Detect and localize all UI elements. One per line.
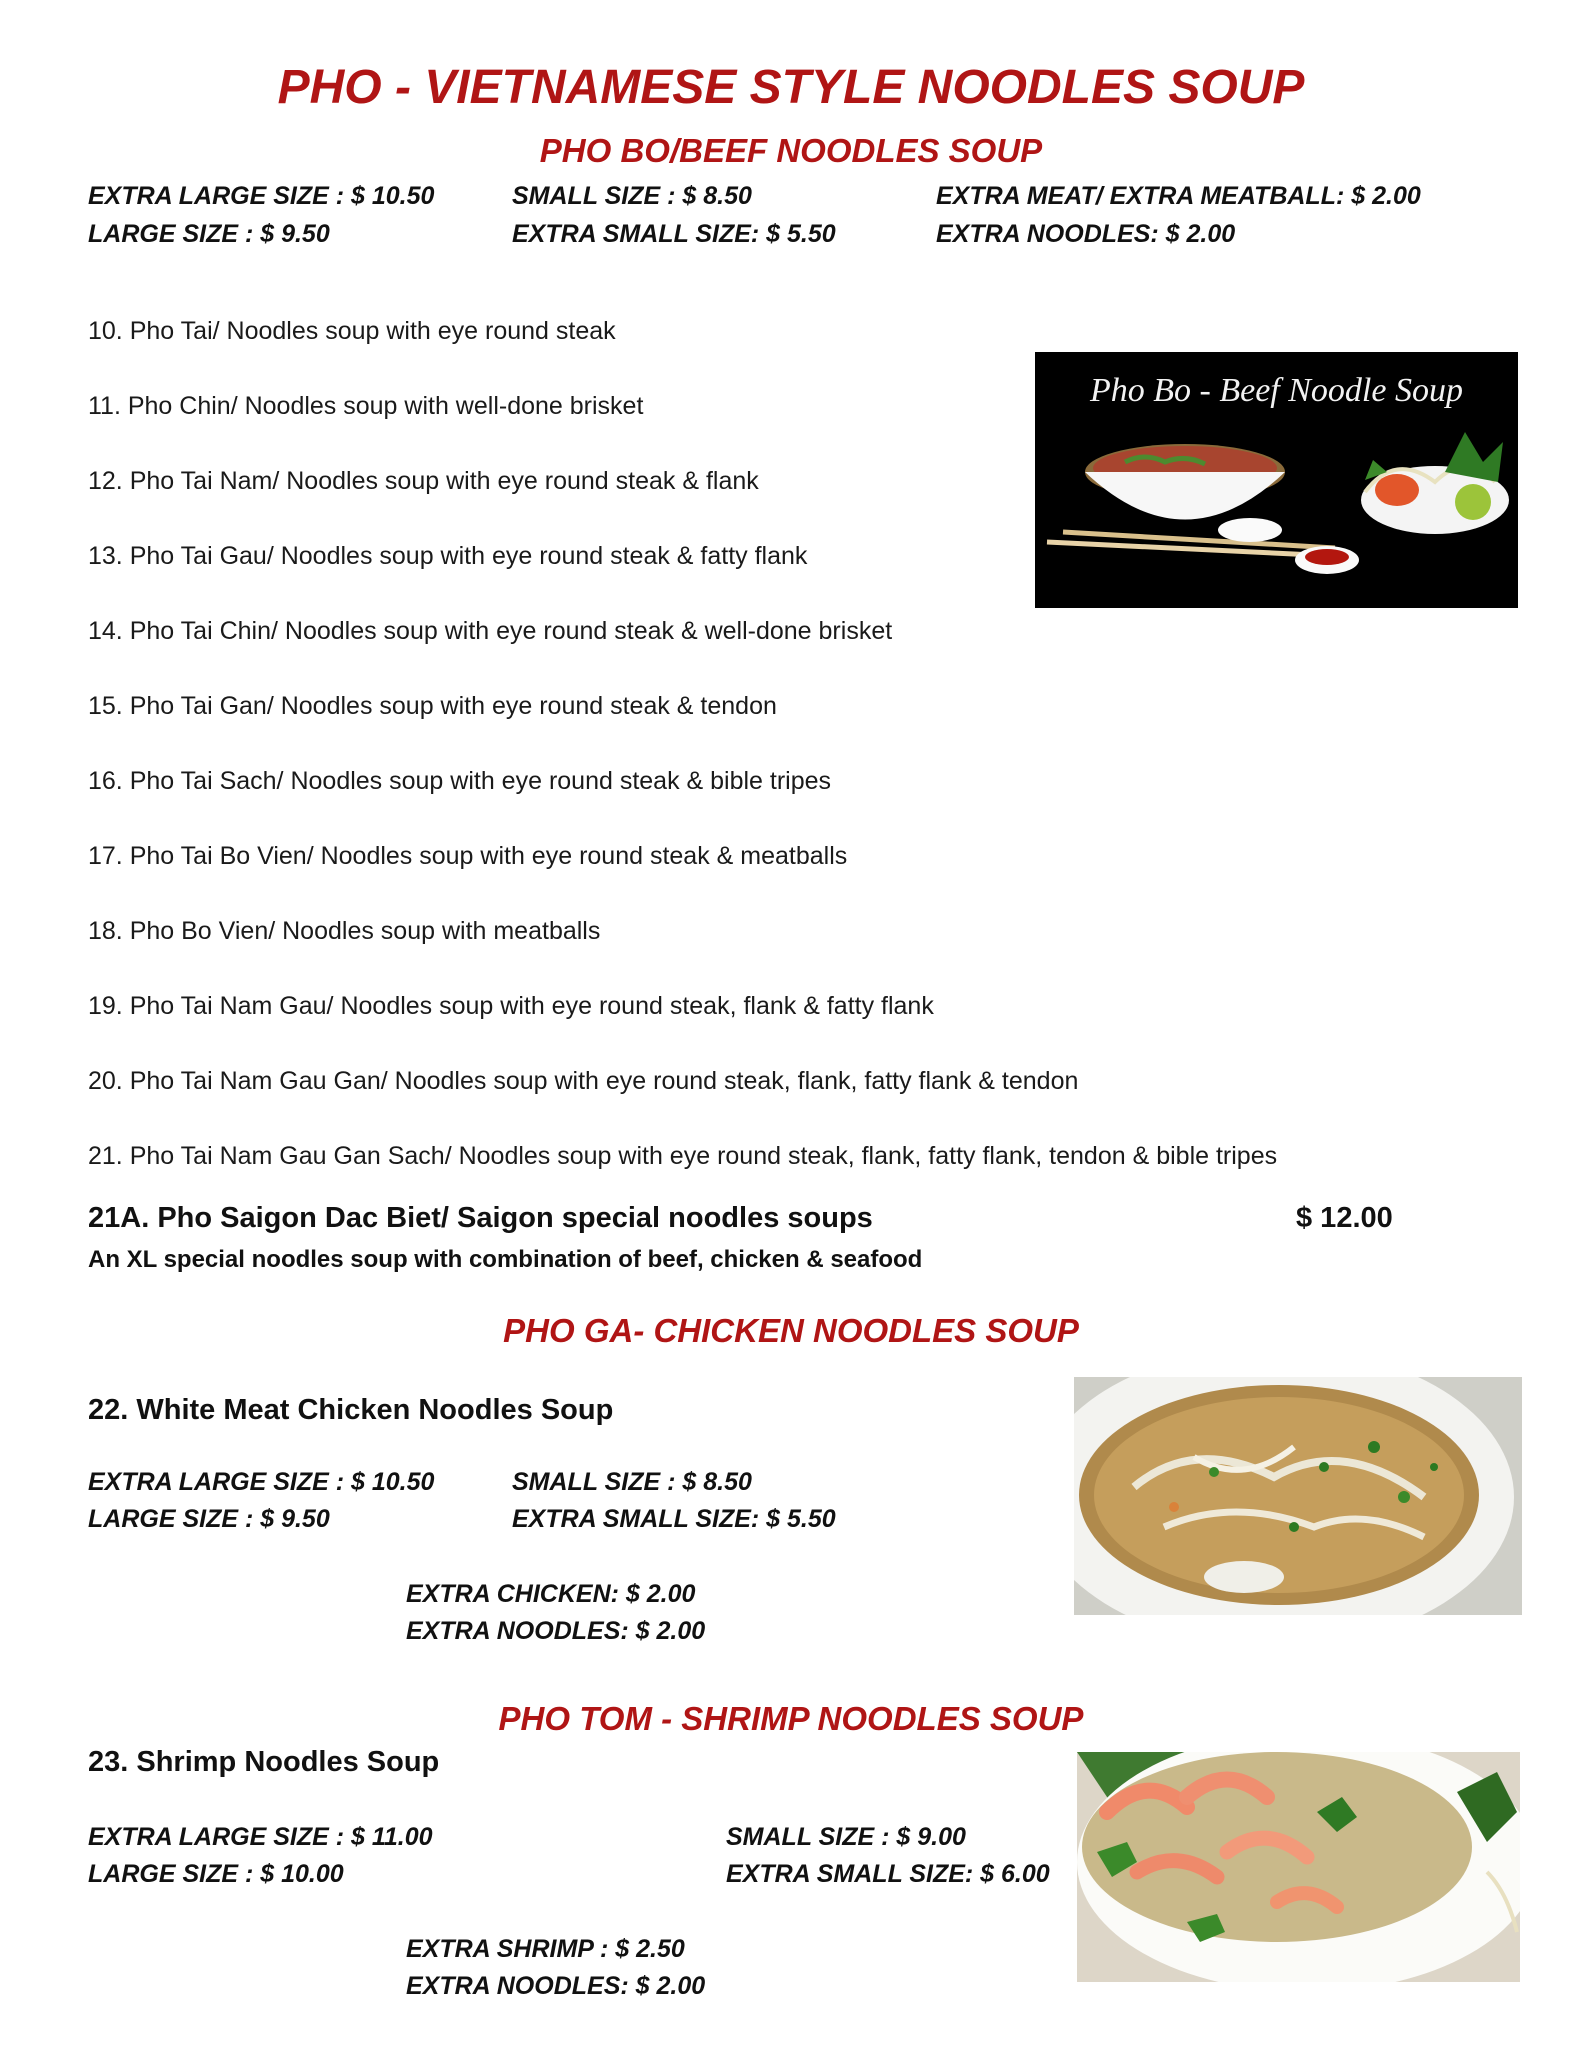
menu-item: 10. Pho Tai/ Noodles soup with eye round steak	[88, 317, 616, 345]
shrimp-price-extra-noodles: EXTRA NOODLES: $ 2.00	[406, 1972, 706, 2000]
chicken-price-s: SMALL SIZE : $ 8.50	[512, 1468, 752, 1496]
beef-section-heading: PHO BO/BEEF NOODLES SOUP	[539, 132, 1043, 169]
menu-item: 14. Pho Tai Chin/ Noodles soup with eye round steak & well-done brisket	[88, 617, 893, 645]
shrimp-price-l: LARGE SIZE : $ 10.00	[88, 1860, 344, 1888]
beef-noodle-soup-photo	[1035, 352, 1518, 608]
shrimp-price-xs: EXTRA SMALL SIZE: $ 6.00	[726, 1860, 1050, 1888]
shrimp-section-heading: PHO TOM - SHRIMP NOODLES SOUP	[498, 1700, 1084, 1737]
special-item-price: $ 12.00	[1296, 1202, 1393, 1234]
beef-price-s: SMALL SIZE : $ 8.50	[512, 182, 752, 210]
chicken-price-extra-chicken: EXTRA CHICKEN: $ 2.00	[406, 1580, 696, 1608]
chicken-price-extra-noodles: EXTRA NOODLES: $ 2.00	[406, 1617, 706, 1645]
shrimp-price-extra-shrimp: EXTRA SHRIMP : $ 2.50	[406, 1935, 685, 1963]
chicken-item-name: 22. White Meat Chicken Noodles Soup	[88, 1394, 614, 1426]
shrimp-price-xl: EXTRA LARGE SIZE : $ 11.00	[88, 1823, 433, 1851]
menu-item: 13. Pho Tai Gau/ Noodles soup with eye round steak & fatty flank	[88, 542, 808, 570]
chicken-bowl-illustration	[1074, 1377, 1522, 1615]
beef-bowl-illustration	[1035, 352, 1518, 608]
special-item-name: 21A. Pho Saigon Dac Biet/ Saigon special noodles soups	[88, 1202, 873, 1234]
chicken-price-xs: EXTRA SMALL SIZE: $ 5.50	[512, 1505, 836, 1533]
chicken-section-heading: PHO GA- CHICKEN NOODLES SOUP	[503, 1312, 1079, 1349]
menu-item: 15. Pho Tai Gan/ Noodles soup with eye round steak & tendon	[88, 692, 777, 720]
menu-item: 12. Pho Tai Nam/ Noodles soup with eye round steak & flank	[88, 467, 759, 495]
menu-item: 16. Pho Tai Sach/ Noodles soup with eye round steak & bible tripes	[88, 767, 832, 795]
chicken-price-xl: EXTRA LARGE SIZE : $ 10.50	[88, 1468, 435, 1496]
beef-price-extra-noodles: EXTRA NOODLES: $ 2.00	[936, 220, 1236, 248]
menu-item: 19. Pho Tai Nam Gau/ Noodles soup with eye round steak, flank & fatty flank	[88, 992, 934, 1020]
beef-price-xl: EXTRA LARGE SIZE : $ 10.50	[88, 182, 435, 210]
photo-caption: Pho Bo - Beef Noodle Soup	[1090, 372, 1463, 409]
menu-item: 17. Pho Tai Bo Vien/ Noodles soup with eye round steak & meatballs	[88, 842, 848, 870]
menu-item: 18. Pho Bo Vien/ Noodles soup with meatballs	[88, 917, 601, 945]
page-title: PHO - VIETNAMESE STYLE NOODLES SOUP	[277, 61, 1305, 114]
beef-price-l: LARGE SIZE : $ 9.50	[88, 220, 330, 248]
shrimp-bowl-illustration	[1077, 1752, 1520, 1982]
beef-price-extra-meat: EXTRA MEAT/ EXTRA MEATBALL: $ 2.00	[936, 182, 1421, 210]
shrimp-item-name: 23. Shrimp Noodles Soup	[88, 1746, 440, 1778]
menu-item: 20. Pho Tai Nam Gau Gan/ Noodles soup with eye round steak, flank, fatty flank & tendon	[88, 1067, 1079, 1095]
shrimp-noodle-soup-photo	[1077, 1752, 1520, 1982]
beef-price-xs: EXTRA SMALL SIZE: $ 5.50	[512, 220, 836, 248]
menu-item: 11. Pho Chin/ Noodles soup with well-done brisket	[88, 392, 644, 420]
chicken-noodle-soup-photo	[1074, 1377, 1522, 1615]
shrimp-price-s: SMALL SIZE : $ 9.00	[726, 1823, 966, 1851]
menu-item: 21. Pho Tai Nam Gau Gan Sach/ Noodles soup with eye round steak, flank, fatty flank, tendon & bible tripes	[88, 1142, 1278, 1170]
special-item-desc: An XL special noodles soup with combination of beef, chicken & seafood	[88, 1246, 923, 1273]
chicken-price-l: LARGE SIZE : $ 9.50	[88, 1505, 330, 1533]
